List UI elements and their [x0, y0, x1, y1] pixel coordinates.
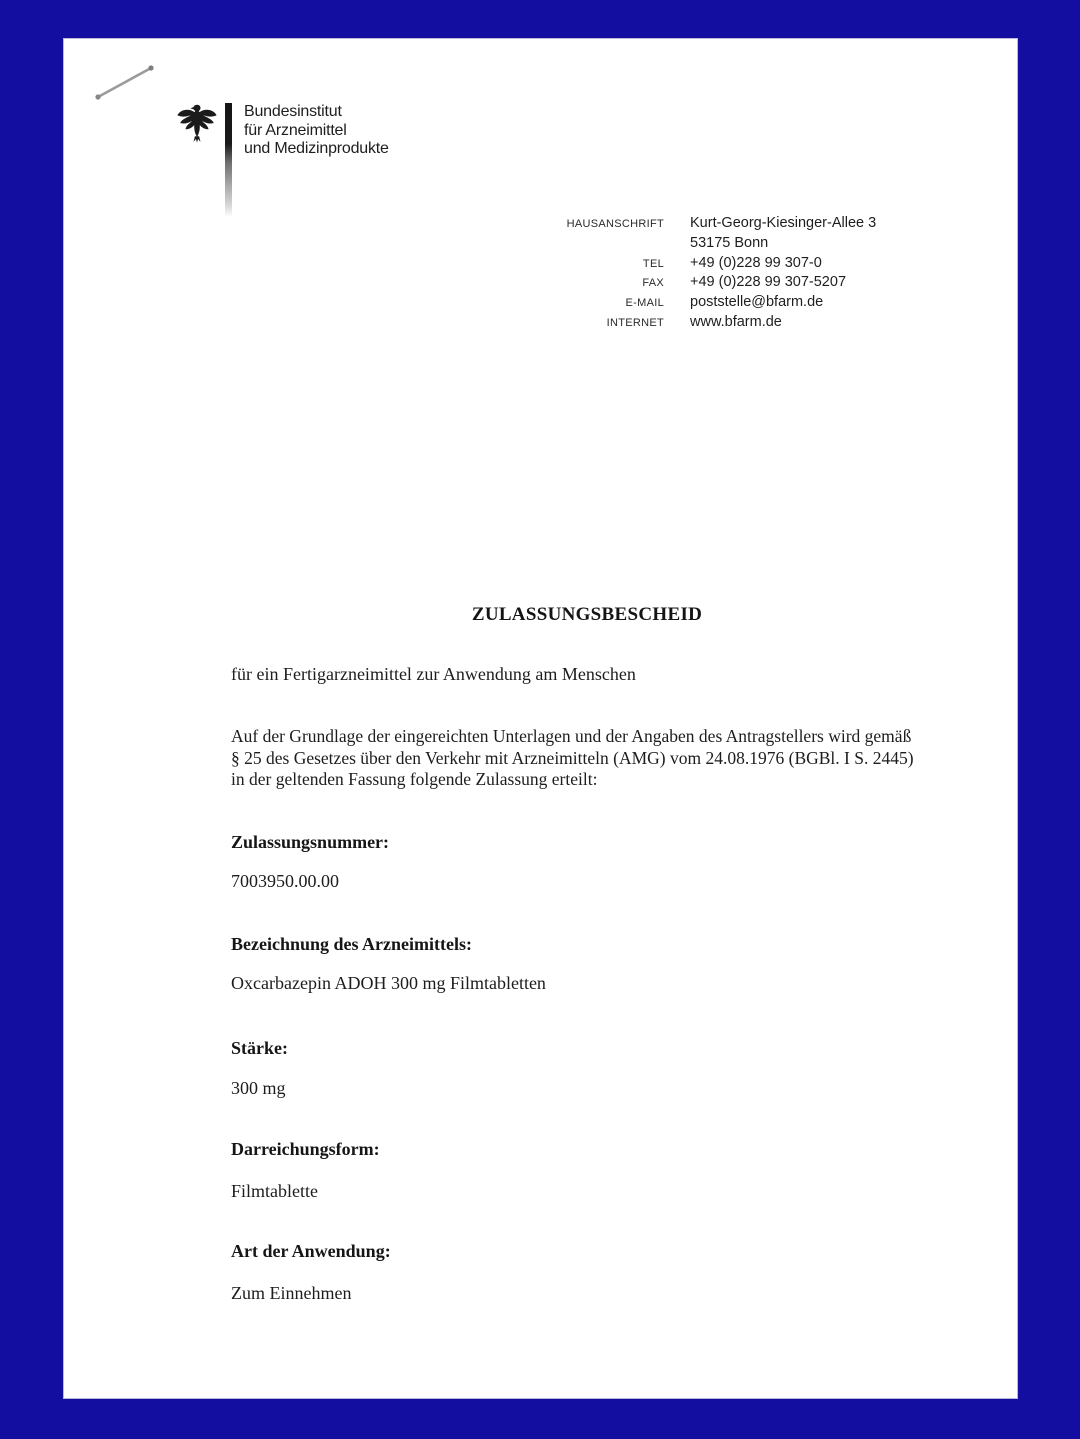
agency-name-line: Bundesinstitut: [244, 103, 342, 120]
contact-label: INTERNET: [606, 316, 664, 329]
intro-paragraph: [231, 726, 914, 791]
intro-line: in der geltenden Fassung folgende Zulassung erteilt:: [231, 769, 598, 789]
section-heading-darreichungsform: Darreichungsform:: [231, 1139, 380, 1159]
section-value-staerke: 300 mg: [231, 1078, 286, 1098]
section-heading-zulassungsnummer: Zulassungsnummer:: [231, 832, 390, 852]
contact-label: TEL: [642, 257, 664, 270]
section-value-art-der-anwendung: Zum Einnehmen: [231, 1283, 352, 1303]
staple-mark: [89, 56, 161, 108]
section-heading-bezeichnung: Bezeichnung des Arzneimittels:: [231, 934, 472, 954]
contact-value: www.bfarm.de: [690, 313, 782, 330]
contact-block: [541, 215, 876, 334]
page-title: ZULASSUNGSBESCHEID: [471, 604, 703, 625]
section-value-zulassungsnummer: 7003950.00.00: [231, 871, 339, 891]
contact-label: E-MAIL: [625, 297, 664, 310]
section-heading-art-der-anwendung: Art der Anwendung:: [231, 1241, 391, 1261]
agency-name-line: und Medizinprodukte: [244, 140, 389, 157]
section-heading-staerke: Stärke:: [231, 1038, 288, 1058]
section-value-bezeichnung: Oxcarbazepin ADOH 300 mg Filmtabletten: [231, 973, 546, 993]
intro-line: Auf der Grundlage der eingereichten Unterlagen und der Angaben des Antragstellers wird gemäß: [231, 726, 912, 746]
letter-page: [63, 38, 1018, 1399]
document-subtitle: für ein Fertigarzneimittel zur Anwendung am Menschen: [231, 664, 636, 684]
contact-value: 53175 Bonn: [690, 234, 769, 251]
contact-label: HAUSANSCHRIFT: [566, 218, 664, 230]
contact-value: +49 (0)228 99 307-0: [690, 254, 822, 271]
agency-name: [244, 103, 389, 159]
intro-line: § 25 des Gesetzes über den Verkehr mit Arzneimitteln (AMG) vom 24.08.1976 (BGBl. I S. 2445): [231, 747, 914, 768]
contact-value: poststelle@bfarm.de: [690, 294, 824, 311]
contact-row: [541, 215, 876, 235]
logo-divider-bar: [225, 103, 232, 217]
contact-label: FAX: [642, 277, 664, 290]
contact-row: [541, 255, 876, 275]
contact-row: [541, 274, 876, 294]
agency-name-line: für Arzneimittel: [244, 121, 347, 139]
contact-value: +49 (0)228 99 307-5207: [690, 274, 847, 291]
contact-row: [541, 294, 876, 314]
contact-value: Kurt-Georg-Kiesinger-Allee 3: [690, 215, 877, 231]
section-value-darreichungsform: Filmtablette: [231, 1181, 318, 1201]
contact-row: [541, 235, 876, 255]
contact-row: [541, 314, 876, 334]
bundesadler-eagle-icon: [176, 101, 218, 147]
